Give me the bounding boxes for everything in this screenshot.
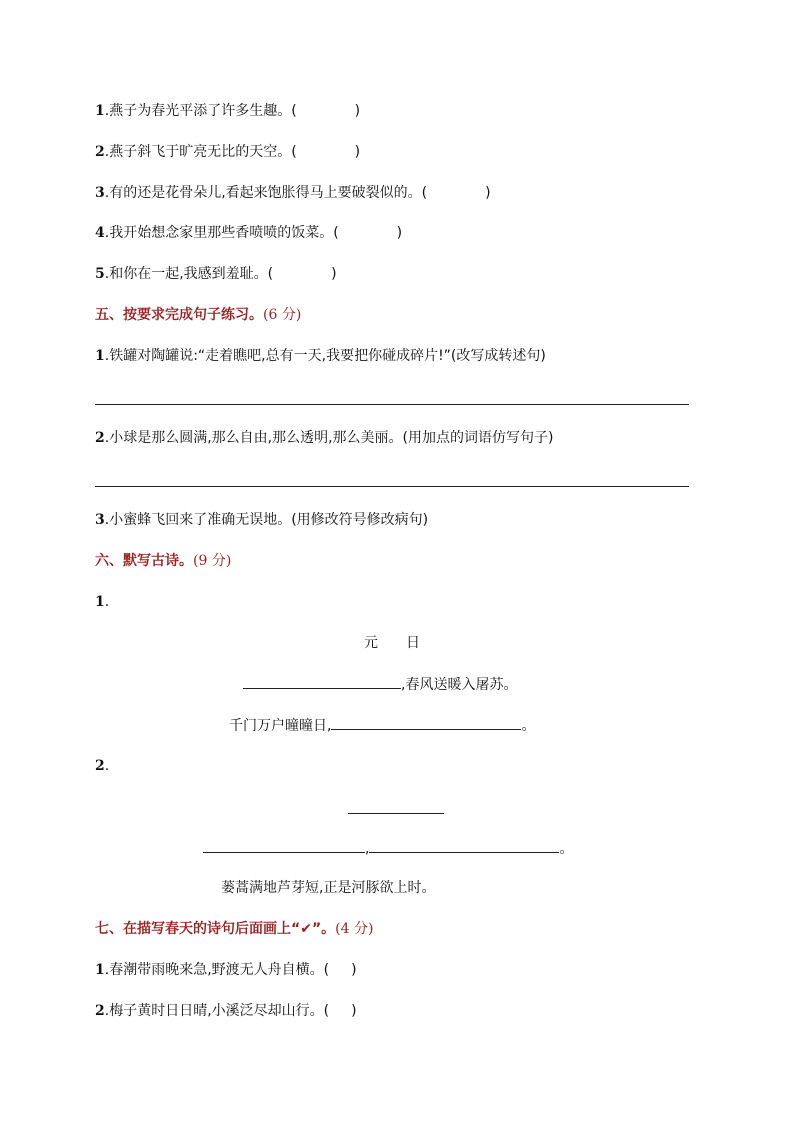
item-text: .春潮带雨晚来急,野渡无人舟自横。( [104, 962, 330, 978]
answer-line[interactable] [95, 486, 689, 487]
fill-blank[interactable] [203, 838, 365, 853]
heading-text: 七、在描写春天的诗句后面画上“ [95, 921, 301, 937]
question-5-2 [95, 428, 553, 448]
item-text: .燕子为春光平添了许多生趣。( [104, 103, 297, 119]
item-dot: . [104, 594, 110, 610]
poem-1-label [95, 592, 109, 612]
judgement-item-2 [95, 142, 360, 162]
close-paren: ) [485, 185, 491, 201]
section-heading-5 [95, 305, 301, 325]
poem-1-title: 元 日 [364, 635, 420, 651]
item-number: 5 [95, 266, 105, 282]
poem-2-title-blank[interactable] [348, 813, 444, 814]
judgement-item-3 [95, 183, 491, 203]
question-text: .铁罐对陶罐说:“走着瞧吧,总有一天,我要把你碰成碎片!”(改写成转述句) [104, 348, 546, 364]
spring-item-2 [95, 1001, 357, 1021]
item-number: 2 [95, 144, 105, 160]
fill-blank[interactable] [243, 674, 401, 689]
item-number: 1 [95, 103, 105, 119]
poem-text: 千门万户曈曈日, [229, 718, 332, 734]
judgement-item-5 [95, 264, 337, 284]
close-paren: ) [354, 144, 361, 160]
score-label: (4 分) [335, 921, 374, 937]
poem-text: 。 [559, 841, 574, 857]
item-number: 3 [95, 512, 105, 528]
poem-2-line-2: 蒌蒿满地芦芽短,正是河豚欲上时。 [221, 880, 436, 896]
judgement-item-4 [95, 223, 402, 243]
score-label: (6 分) [263, 307, 302, 323]
poem-text: , [365, 841, 370, 857]
judgement-item-1 [95, 101, 360, 121]
item-number: 2 [95, 758, 105, 774]
poem-1-line-2 [229, 715, 535, 736]
poem-1-line-1 [243, 674, 517, 695]
poem-text: 。 [521, 718, 536, 734]
question-text: .小球是那么圆满,那么自由,那么透明,那么美丽。(用加点的词语仿写句子) [104, 430, 554, 446]
question-text: .小蜜蜂飞回来了准确无误地。(用修改符号修改病句) [104, 512, 429, 528]
item-number: 1 [95, 962, 105, 978]
item-number: 3 [95, 185, 105, 201]
item-text: .我开始想念家里那些香喷喷的饭菜。( [104, 225, 339, 241]
close-paren: ) [351, 962, 357, 978]
question-5-1 [95, 346, 546, 366]
item-text: .和你在一起,我感到羞耻。( [104, 266, 274, 282]
item-number: 4 [95, 225, 105, 241]
answer-line[interactable] [95, 404, 689, 405]
item-text: .燕子斜飞于旷亮无比的天空。( [104, 144, 297, 160]
poem-text: ,春风送暖入屠苏。 [401, 677, 518, 693]
heading-text: 五、按要求完成句子练习。 [95, 307, 263, 323]
item-text: .梅子黄时日日晴,小溪泛尽却山行。( [104, 1003, 330, 1019]
section-heading-6 [95, 551, 231, 571]
spring-item-1 [95, 960, 357, 980]
fill-blank[interactable] [369, 838, 559, 853]
item-number: 2 [95, 1003, 105, 1019]
item-number: 2 [95, 430, 105, 446]
poem-2-line-1 [203, 838, 573, 859]
item-number: 1 [95, 348, 105, 364]
poem-2-label [95, 756, 109, 776]
score-label: (9 分) [193, 553, 232, 569]
check-mark-icon: ✔ [300, 921, 312, 937]
item-dot: . [104, 758, 110, 774]
close-paren: ) [354, 103, 361, 119]
fill-blank[interactable] [331, 715, 521, 730]
close-paren: ) [351, 1003, 357, 1019]
heading-text: 六、默写古诗。 [95, 553, 193, 569]
question-5-3 [95, 510, 428, 530]
item-number: 1 [95, 594, 105, 610]
item-text: .有的还是花骨朵儿,看起来饱胀得马上要破裂似的。( [104, 185, 428, 201]
close-paren: ) [331, 266, 337, 282]
heading-text: ”。 [311, 921, 336, 937]
close-paren: ) [396, 225, 403, 241]
section-heading-7 [95, 919, 373, 939]
